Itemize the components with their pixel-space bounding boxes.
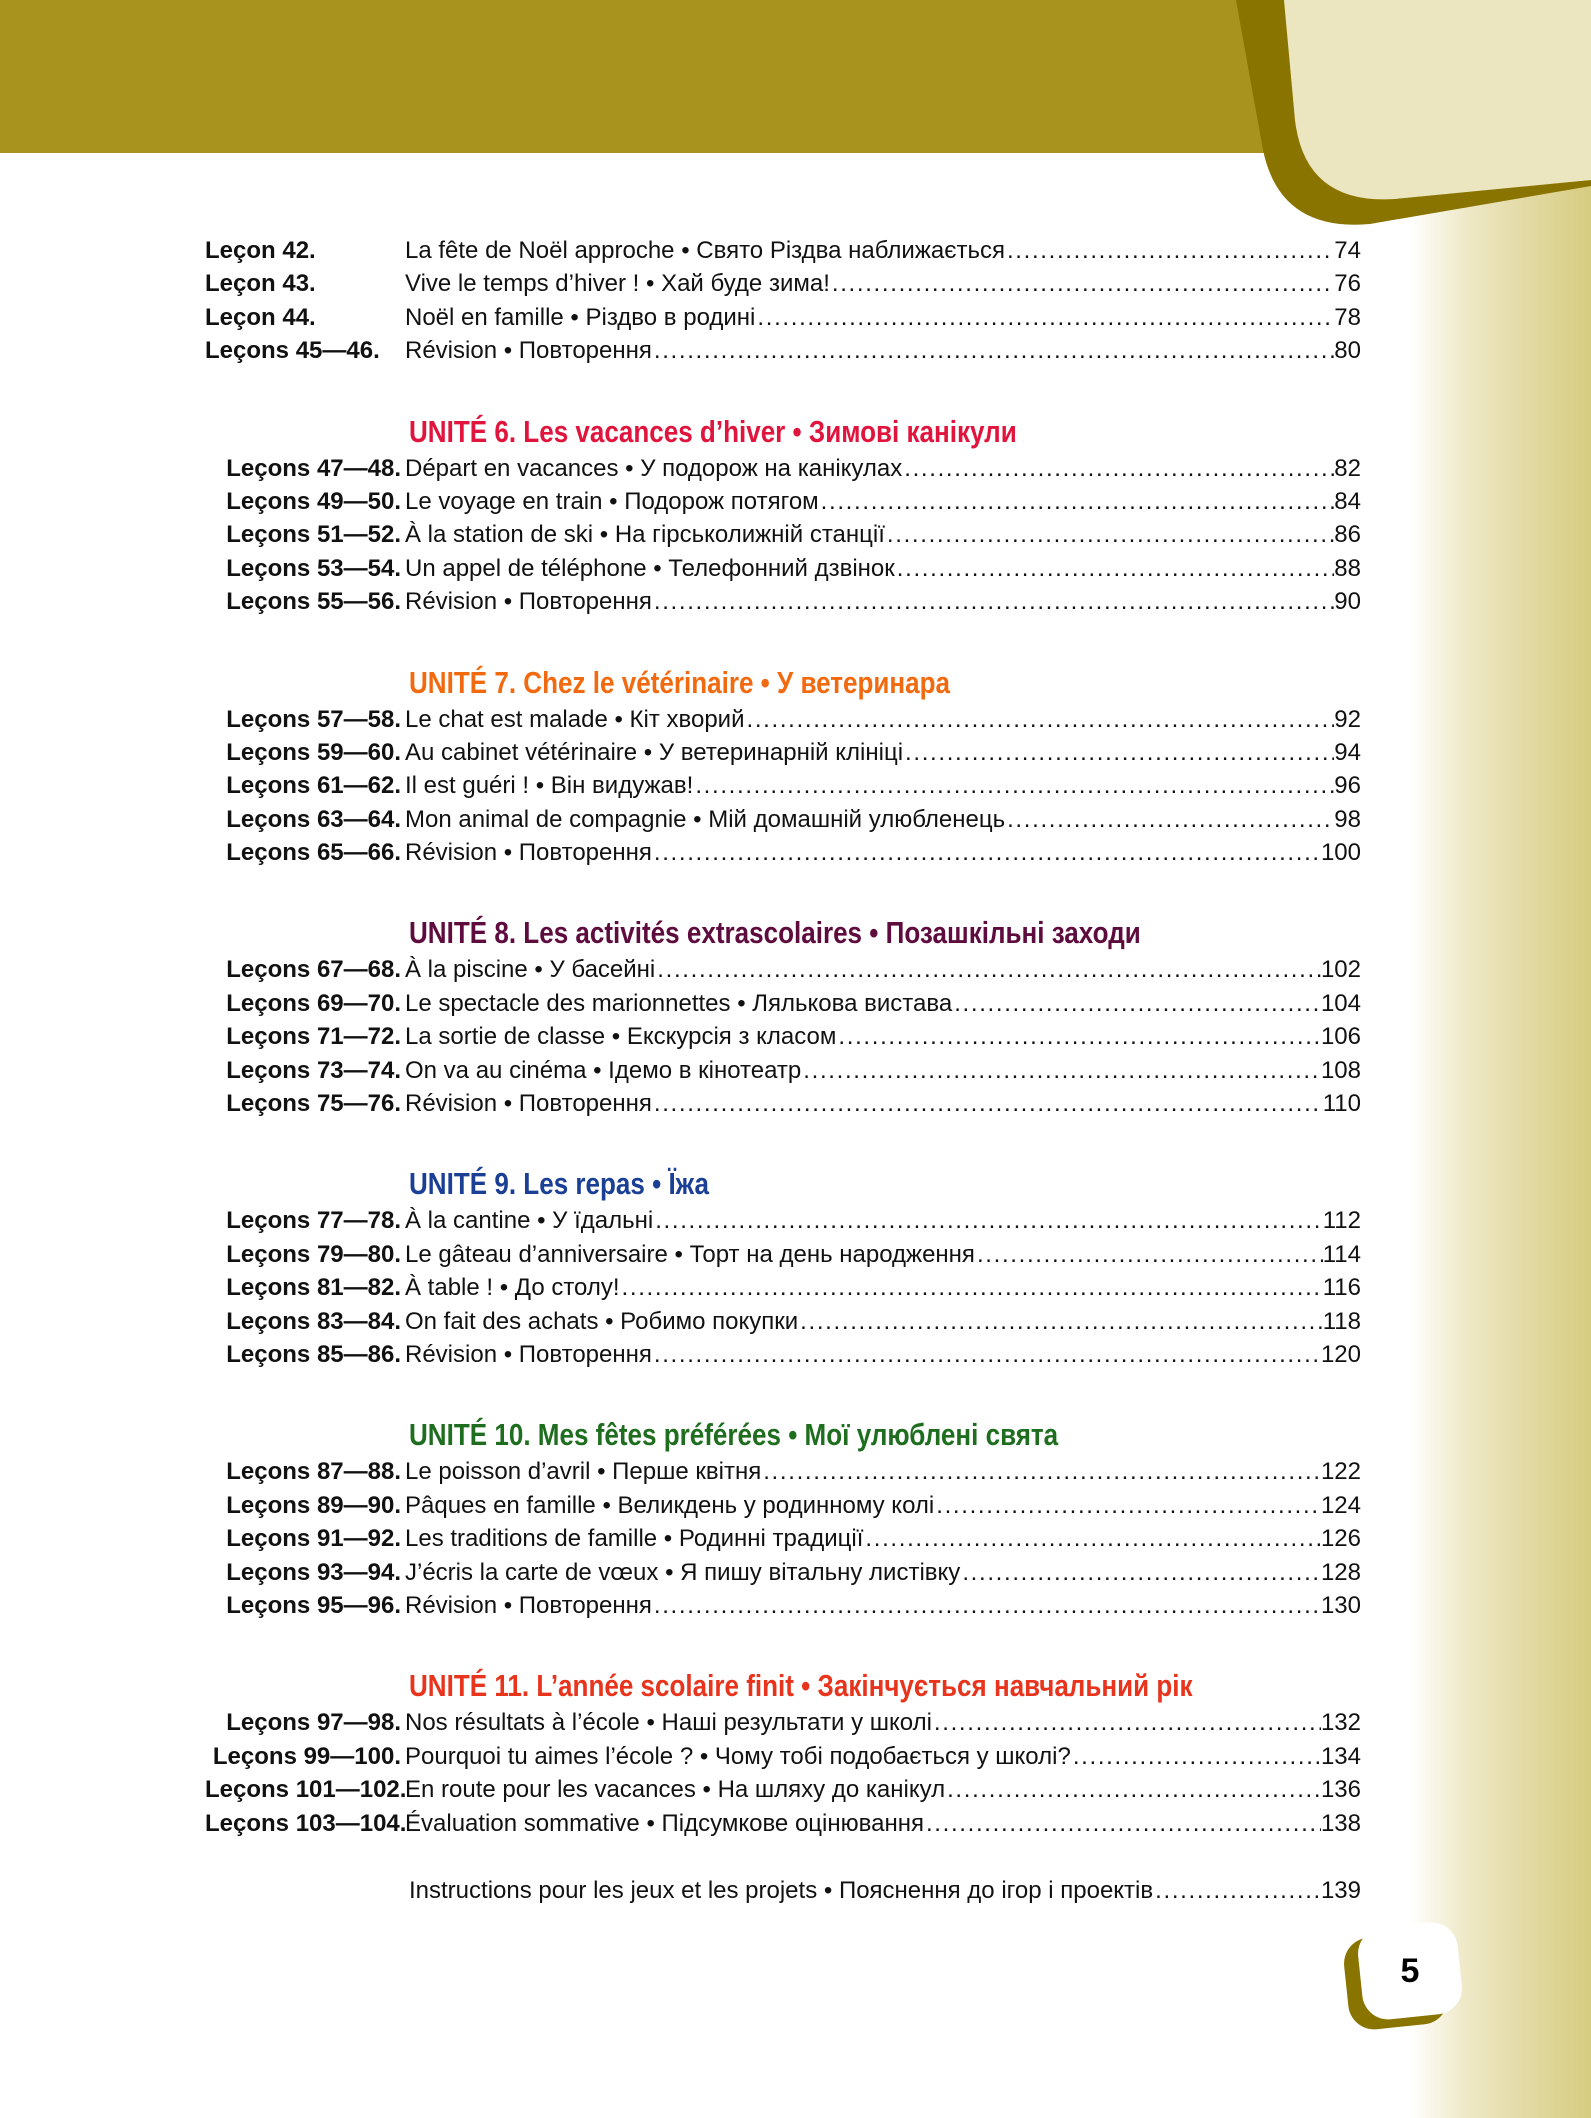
lesson-label: Leçon 42. [205,237,316,264]
dot-leader [652,585,1334,618]
toc-entry[interactable] [205,1204,1361,1237]
lesson-label: Leçons 63—64. [226,805,401,833]
toc-entry[interactable] [205,1807,1361,1840]
toc-entry[interactable] [205,485,1361,518]
entry-title: La fête de Noël approche • Свято Різдва наближається [405,237,1005,264]
unit-heading-text: UNITÉ 11. L’année scolaire finit • Закінчується навчальний рік [409,1668,1193,1704]
dot-leader [952,987,1321,1020]
dot-leader [975,1238,1323,1271]
entry-title: Pourquoi tu aimes l’école ? • Чому тобі подобається у школі? [405,1742,1071,1770]
page-ref: 110 [1322,1090,1361,1118]
toc-entry[interactable] [205,234,1361,267]
lesson-label: Leçons 97—98. [226,1709,401,1737]
page-ref: 106 [1320,1023,1361,1051]
entry-title: À la piscine • У басейні [405,956,656,984]
lesson-label: Leçons 79—80. [226,1240,401,1268]
dot-leader [819,485,1335,518]
entry-title: Instructions pour les jeux et les projets • Пояснення до ігор і проектів [409,1876,1154,1904]
unit-heading-text: UNITÉ 6. Les vacances d’hiver • Зимові канікули [409,413,1017,449]
dot-leader [863,1522,1321,1555]
toc-group [205,1164,1361,1371]
page-ref: 86 [1334,521,1361,549]
toc-group [205,412,1361,619]
page-ref: 78 [1334,303,1361,331]
entry-title: La sortie de classe • Екскурсія з класом [405,1023,837,1051]
unit-heading-text: UNITÉ 9. Les repas • Їжа [409,1166,709,1202]
lesson-label: Leçons 87—88. [226,1458,401,1486]
dot-leader [761,1455,1321,1488]
toc-group [205,913,1361,1120]
unit-heading-text: UNITÉ 8. Les activités extrascolaires • Позашкільні заходи [409,915,1141,951]
toc-group [205,234,1361,368]
lesson-label: Leçon 43. [205,270,316,298]
unit-heading [205,663,1361,703]
entry-title: Révision • Повторення [405,839,652,867]
entry-title: On fait des achats • Робимо покупки [405,1307,799,1335]
toc-group [205,663,1361,870]
toc-entry[interactable] [205,1706,1361,1739]
toc-entry[interactable] [205,452,1361,485]
lesson-label: Leçons 71—72. [226,1023,401,1051]
unit-heading [205,1415,1361,1455]
dot-leader [620,1271,1323,1304]
toc-entry-instructions[interactable] [409,1874,1361,1907]
dot-leader [693,769,1334,802]
lesson-label: Leçons 77—78. [226,1207,401,1235]
unit-heading-text: UNITÉ 7. Chez le vétérinaire • У ветеринара [409,664,951,700]
page-ref: 139 [1320,1876,1361,1904]
entry-title: Un appel de téléphone • Телефонний дзвінок [405,554,895,582]
lesson-label: Leçon 44. [205,303,316,331]
entry-title: Pâques en famille • Великдень у родинному колі [405,1491,935,1519]
toc-entry[interactable] [205,518,1361,551]
dot-leader [745,703,1335,736]
lesson-label: Leçons 57—58. [226,705,401,733]
page-ref: 102 [1320,956,1361,984]
lesson-label: Leçons 55—56. [226,588,401,616]
entry-title: Départ en vacances • У подорож на канікулах [405,454,903,482]
page-number-badge [1352,1925,1462,2025]
entry-title: Nos résultats à l’école • Наші результати у школі [405,1709,932,1737]
entry-title: Le spectacle des marionnettes • Лялькова вистава [405,989,953,1017]
entry-title: Mon animal de compagnie • Мій домашній улюбленець [405,805,1006,833]
entry-title: On va au cinéma • Ідемо в кінотеатр [405,1056,802,1084]
entry-title: Vive le temps d’hiver ! • Хай буде зима! [405,270,830,298]
lesson-label: Leçons 69—70. [226,989,401,1017]
unit-heading [205,1164,1361,1204]
dot-leader [652,1087,1323,1120]
unit-heading [205,913,1361,953]
toc-entry[interactable] [205,1020,1361,1053]
page-ref: 80 [1334,337,1361,365]
entry-title: À la cantine • У їдальні [405,1207,654,1235]
lesson-label: Leçons 103—104. [205,1809,407,1837]
toc-entry[interactable] [205,334,1361,367]
lesson-label: Leçons 53—54. [226,554,401,582]
dot-leader [932,1706,1321,1739]
entry-title: Révision • Повторення [405,588,652,616]
page-ref: 94 [1334,738,1361,766]
page-ref: 76 [1334,270,1361,298]
dot-leader [1153,1874,1321,1907]
corner-tab-decoration [1150,0,1591,240]
lesson-label: Leçons 89—90. [226,1491,401,1519]
toc-entry[interactable] [205,1087,1361,1120]
entry-title: Au cabinet vétérinaire • У ветеринарній клініці [405,738,904,766]
page-ref: 108 [1320,1056,1361,1084]
toc-entry[interactable] [205,585,1361,618]
dot-leader [652,836,1321,869]
toc-entry[interactable] [205,1489,1361,1522]
page-ref: 126 [1320,1525,1361,1553]
dot-leader [652,1338,1321,1371]
page-ref: 122 [1320,1458,1361,1486]
entry-title: J’écris la carte de vœux • Я пишу вітальну листівку [405,1558,961,1586]
dot-leader [652,1589,1321,1622]
dot-leader [798,1305,1323,1338]
dot-leader [830,267,1334,300]
entry-title: Révision • Повторення [405,1090,652,1118]
page-ref: 112 [1322,1207,1361,1235]
entry-title: Révision • Повторення [405,1591,652,1619]
page-ref: 88 [1334,554,1361,582]
toc-entry[interactable] [205,301,1361,334]
entry-title: Noël en famille • Різдво в родині [405,303,756,331]
lesson-label: Leçons 101—102. [205,1776,407,1804]
dot-leader [903,736,1334,769]
dot-leader [755,301,1334,334]
dot-leader [924,1807,1321,1840]
page-ref: 104 [1320,989,1361,1017]
toc-entry[interactable] [205,1238,1361,1271]
page-ref: 84 [1334,487,1361,515]
page-number: 5 [1400,1952,1420,1990]
table-of-contents [205,234,1361,1907]
lesson-label: Leçons 59—60. [226,738,401,766]
lesson-label: Leçons 67—68. [226,956,401,984]
page-ref: 92 [1334,705,1361,733]
toc-entry[interactable] [205,1455,1361,1488]
toc-entry[interactable] [205,1556,1361,1589]
toc-group [205,1415,1361,1622]
toc-entry[interactable] [205,953,1361,986]
toc-entry[interactable] [205,1773,1361,1806]
toc-entry[interactable] [205,769,1361,802]
page-ref: 74 [1334,237,1361,264]
entry-title: Révision • Повторення [405,337,652,365]
page-ref: 132 [1320,1709,1361,1737]
lesson-label: Leçons 49—50. [226,487,401,515]
dot-leader [885,518,1334,551]
dot-leader [801,1054,1321,1087]
lesson-label: Leçons 91—92. [226,1525,401,1553]
toc-entry[interactable] [205,1740,1361,1773]
toc-entry[interactable] [205,703,1361,736]
toc-entry[interactable] [205,987,1361,1020]
dot-leader [1005,803,1334,836]
unit-heading [205,1666,1361,1706]
lesson-label: Leçons 81—82. [226,1274,401,1302]
dot-leader [902,452,1334,485]
dot-leader [1071,1740,1321,1773]
lesson-label: Leçons 99—100. [212,1742,401,1770]
entry-title: Les traditions de famille • Родинні традиції [405,1525,864,1553]
page-ref: 98 [1334,805,1361,833]
toc-entry[interactable] [205,1589,1361,1622]
dot-leader [655,953,1321,986]
lesson-label: Leçons 61—62. [226,772,401,800]
entry-title: En route pour les vacances • На шляху до канікул [405,1776,946,1804]
dot-leader [653,1204,1323,1237]
toc-entry[interactable] [205,736,1361,769]
lesson-label: Leçons 95—96. [226,1591,401,1619]
page-ref: 118 [1322,1307,1361,1335]
dot-leader [945,1773,1321,1806]
entry-title: Le poisson d’avril • Перше квітня [405,1458,762,1486]
lesson-label: Leçons 85—86. [226,1340,401,1368]
dot-leader [836,1020,1321,1053]
entry-title: Évaluation sommative • Підсумкове оцінювання [405,1809,924,1837]
lesson-label: Leçons 51—52. [226,521,401,549]
page-ref: 96 [1334,772,1361,800]
entry-title: Il est guéri ! • Він видужав! [405,772,694,800]
dot-leader [1005,234,1334,267]
page-ref: 134 [1320,1742,1361,1770]
entry-title: À table ! • До столу! [405,1274,620,1302]
page-ref: 90 [1334,588,1361,616]
lesson-label: Leçons 73—74. [226,1056,401,1084]
lesson-label: Leçons 45—46. [205,337,380,365]
entry-title: À la station de ski • На гірськолижній станції [405,521,885,549]
toc-group [205,1666,1361,1840]
page-ref: 136 [1320,1776,1361,1804]
page-ref: 100 [1320,839,1361,867]
page-ref: 124 [1320,1491,1361,1519]
toc-entry[interactable] [205,836,1361,869]
toc-entry[interactable] [205,803,1361,836]
toc-entry[interactable] [205,552,1361,585]
toc-entry[interactable] [205,267,1361,300]
entry-title: Le chat est malade • Кіт хворий [405,705,745,733]
lesson-label: Leçons 75—76. [226,1090,401,1118]
page-ref: 130 [1320,1591,1361,1619]
entry-title: Révision • Повторення [405,1340,652,1368]
extra-section [205,1874,1361,1907]
toc-entry[interactable] [205,1522,1361,1555]
unit-heading [205,412,1361,452]
dot-leader [895,552,1335,585]
entry-title: Le gâteau d’anniversaire • Торт на день народження [405,1240,975,1268]
toc-entry[interactable] [205,1305,1361,1338]
page-ref: 116 [1322,1274,1361,1302]
right-gradient-strip [1410,150,1591,2118]
dot-leader [934,1489,1321,1522]
page-ref: 120 [1320,1340,1361,1368]
page-ref: 82 [1334,454,1361,482]
page-ref: 114 [1322,1240,1361,1268]
lesson-label: Leçons 93—94. [226,1558,401,1586]
page-ref: 138 [1320,1809,1361,1837]
dot-leader [652,334,1334,367]
page-ref: 128 [1320,1558,1361,1586]
toc-entry[interactable] [205,1271,1361,1304]
unit-heading-text: UNITÉ 10. Mes fêtes préférées • Мої улюблені свята [409,1417,1059,1453]
lesson-label: Leçons 47—48. [226,454,401,482]
entry-title: Le voyage en train • Подорож потягом [405,487,819,515]
dot-leader [960,1556,1321,1589]
lesson-label: Leçons 83—84. [226,1307,401,1335]
lesson-label: Leçons 65—66. [226,839,401,867]
toc-entry[interactable] [205,1054,1361,1087]
toc-entry[interactable] [205,1338,1361,1371]
